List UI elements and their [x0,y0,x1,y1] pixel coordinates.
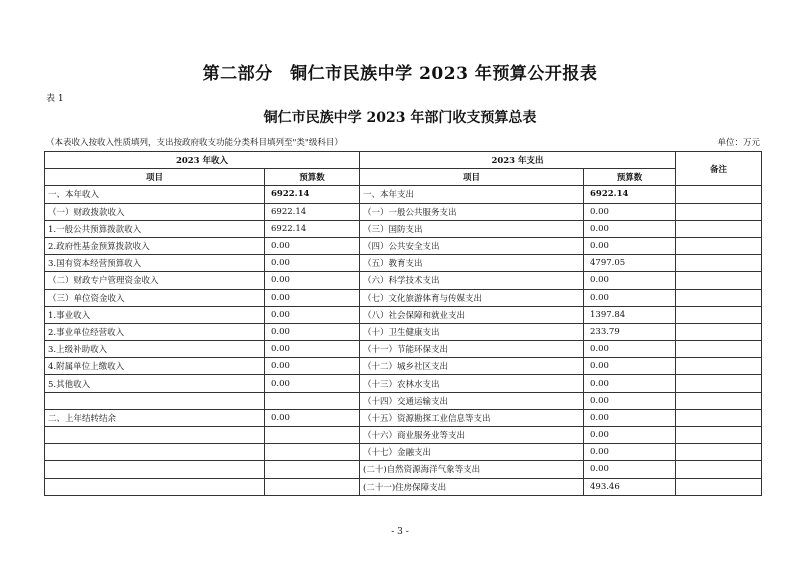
expense-budget-cell: 4797.05 [584,255,676,272]
income-item-cell: （一）财政拨款收入 [45,203,265,220]
income-budget-cell: 0.00 [265,409,360,426]
expense-budget-cell: 0.00 [584,461,676,478]
expense-budget-cell: 0.00 [584,392,676,409]
expense-budget-cell: 6922.14 [584,186,676,203]
expense-item-cell: （六）科学技术支出 [360,272,584,289]
income-item-cell [45,392,265,409]
remark-cell [676,478,762,495]
remark-cell [676,461,762,478]
expense-item-header: 项目 [360,169,584,186]
table-row [45,478,762,495]
table-row [45,186,762,203]
table-row [45,237,762,254]
expense-item-cell: （十二）城乡社区支出 [360,358,584,375]
income-item-cell: 2.事业单位经营收入 [45,323,265,340]
income-budget-cell: 0.00 [265,255,360,272]
table-row [45,461,762,478]
remark-cell [676,289,762,306]
income-item-cell: 3.国有资本经营预算收入 [45,255,265,272]
income-budget-cell [265,461,360,478]
income-budget-cell: 6922.14 [265,186,360,203]
table-row [45,392,762,409]
income-budget-cell: 0.00 [265,341,360,358]
remark-cell [676,409,762,426]
expense-budget-cell: 0.00 [584,341,676,358]
expense-item-cell: （七）文化旅游体育与传媒支出 [360,289,584,306]
expense-budget-cell: 0.00 [584,375,676,392]
table-row [45,220,762,237]
expense-budget-cell: 0.00 [584,237,676,254]
remark-header: 备注 [676,152,762,186]
table-row [45,255,762,272]
income-item-cell: （三）单位资金收入 [45,289,265,306]
table-row [45,203,762,220]
income-item-cell: 一、本年收入 [45,186,265,203]
table-row [45,358,762,375]
expense-item-cell: (二十一)住房保障支出 [360,478,584,495]
expense-budget-cell: 0.00 [584,409,676,426]
page-number: - 3 - [391,527,409,537]
remark-cell [676,358,762,375]
table-row [45,289,762,306]
remark-cell [676,427,762,444]
remark-cell [676,323,762,340]
income-item-cell: 1.一般公共预算拨款收入 [45,220,265,237]
expense-group-header: 2023 年支出 [360,152,676,169]
expense-budget-cell: 0.00 [584,358,676,375]
income-budget-cell: 0.00 [265,306,360,323]
income-budget-cell [265,427,360,444]
table-row [45,409,762,426]
expense-budget-cell: 0.00 [584,427,676,444]
expense-item-cell: （十）卫生健康支出 [360,323,584,340]
expense-item-cell: 一、本年支出 [360,186,584,203]
expense-item-cell: （八）社会保障和就业支出 [360,306,584,323]
remark-cell [676,220,762,237]
expense-item-cell: （三）国防支出 [360,220,584,237]
income-item-cell [45,427,265,444]
income-item-cell: 二、上年结转结余 [45,409,265,426]
income-item-cell: 3.上级补助收入 [45,341,265,358]
table-row [45,306,762,323]
income-item-cell [45,478,265,495]
income-budget-cell [265,444,360,461]
remark-cell [676,272,762,289]
budget-table [44,151,762,496]
income-item-cell [45,444,265,461]
income-budget-cell: 0.00 [265,272,360,289]
table-row [45,427,762,444]
income-budget-cell: 0.00 [265,358,360,375]
income-item-cell: （二）财政专户管理资金收入 [45,272,265,289]
income-budget-cell [265,478,360,495]
expense-budget-cell: 0.00 [584,444,676,461]
table-row [45,341,762,358]
expense-item-cell: （五）教育支出 [360,255,584,272]
income-budget-cell: 0.00 [265,237,360,254]
income-budget-cell: 6922.14 [265,220,360,237]
income-item-cell: 5.其他收入 [45,375,265,392]
expense-budget-cell: 0.00 [584,203,676,220]
table-title: 铜仁市民族中学 2023 年部门收支预算总表 [263,110,537,126]
expense-item-cell: （十一）节能环保支出 [360,341,584,358]
expense-budget-header: 预算数 [584,169,676,186]
remark-cell [676,392,762,409]
expense-budget-cell: 0.00 [584,272,676,289]
expense-item-cell: （十六）商业服务业等支出 [360,427,584,444]
remark-cell [676,341,762,358]
table-row [45,444,762,461]
expense-budget-cell: 493.46 [584,478,676,495]
remark-cell [676,186,762,203]
income-item-cell: 1.事业收入 [45,306,265,323]
expense-item-cell: （四）公共安全支出 [360,237,584,254]
table-number: 表 1 [46,94,64,104]
expense-budget-cell: 0.00 [584,289,676,306]
income-budget-cell: 0.00 [265,323,360,340]
expense-budget-cell: 1397.84 [584,306,676,323]
income-item-cell [45,461,265,478]
expense-item-cell: （十七）金融支出 [360,444,584,461]
table-row [45,272,762,289]
income-budget-cell: 0.00 [265,289,360,306]
expense-item-cell: （十五）资源勘探工业信息等支出 [360,409,584,426]
table-row [45,323,762,340]
remark-cell [676,255,762,272]
remark-cell [676,375,762,392]
table-row [45,375,762,392]
income-budget-cell: 0.00 [265,375,360,392]
income-budget-cell [265,392,360,409]
income-budget-header: 预算数 [265,169,360,186]
expense-item-cell: （十四）交通运输支出 [360,392,584,409]
unit-label: 单位：万元 [717,138,760,148]
expense-item-cell: （一）一般公共服务支出 [360,203,584,220]
income-group-header: 2023 年收入 [45,152,360,169]
expense-budget-cell: 233.79 [584,323,676,340]
remark-cell [676,237,762,254]
expense-item-cell: (二十)自然资源海洋气象等支出 [360,461,584,478]
page-title: 第二部分 铜仁市民族中学 2023 年预算公开报表 [202,64,598,84]
expense-budget-cell: 0.00 [584,220,676,237]
table-note: （本表收入按收入性质填列，支出按政府收支功能分类科目填列至"类"级科目） [46,138,343,148]
income-item-header: 项目 [45,169,265,186]
remark-cell [676,306,762,323]
income-item-cell: 4.附属单位上缴收入 [45,358,265,375]
remark-cell [676,444,762,461]
expense-item-cell: （十三）农林水支出 [360,375,584,392]
income-item-cell: 2.政府性基金预算拨款收入 [45,237,265,254]
remark-cell [676,203,762,220]
income-budget-cell: 6922.14 [265,203,360,220]
